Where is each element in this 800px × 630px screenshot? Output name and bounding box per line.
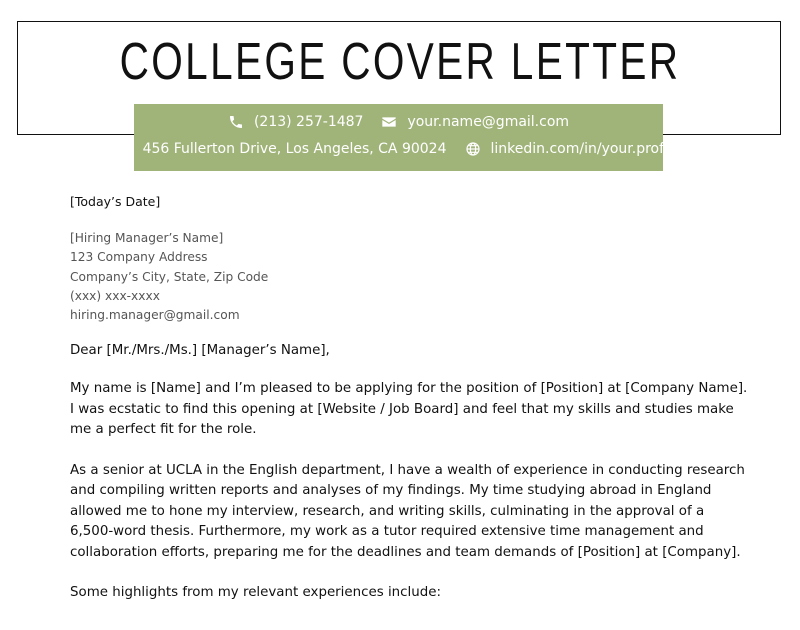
- website-text: linkedin.com/in/your.profile: [490, 141, 681, 157]
- phone-text: (213) 257-1487: [253, 114, 364, 130]
- address-item: [117, 141, 447, 157]
- envelope-icon: [381, 114, 397, 130]
- paragraph-intro: My name is [Name] and I’m pleased to be applying for the position of [Position] at [Company Name]. I was ecstatic to find this opening at [Website / Job Board] and feel that my skills and studies make me a perfect fit for the role.: [70, 381, 748, 438]
- paragraph-experience: As a senior at UCLA in the English department, I have a wealth of experience in conducting research and compiling written reports and analyses of my findings. My time studying abroad in England allowed me to hone my interview, research, and writing skills, culminating in the approval of a 6,500-word thesis. Furthermore, my work as a tutor required extensive time management and collaboration efforts, preparing me for the deadlines and team demands of [Position] at [Company].: [70, 462, 745, 560]
- contact-row-2: [134, 141, 681, 157]
- greeting: Dear [Mr./Mrs./Ms.] [Manager’s Name],: [70, 343, 330, 359]
- contact-row-1: [134, 114, 663, 130]
- recipient-phone: (xxx) xxx-xxxx: [70, 288, 160, 303]
- paragraph-highlights-intro: Some highlights from my relevant experiences include:: [70, 585, 441, 601]
- phone-icon: [228, 114, 244, 130]
- email-item: [381, 114, 569, 130]
- contact-band: [134, 104, 681, 171]
- phone-item: [228, 114, 364, 130]
- email-text: your.name@gmail.com: [407, 114, 570, 130]
- recipient-email: hiring.manager@gmail.com: [70, 308, 240, 323]
- date-line: [Today’s Date]: [70, 194, 161, 209]
- recipient-city: Company’s City, State, Zip Code: [70, 269, 269, 284]
- address-text: 456 Fullerton Drive, Los Angeles, CA 90024: [142, 141, 447, 157]
- recipient-block: [70, 229, 750, 325]
- map-pin-icon: [117, 141, 133, 157]
- recipient-address: 123 Company Address: [70, 250, 208, 265]
- globe-icon: [465, 141, 481, 157]
- letter-body: [70, 194, 750, 624]
- page-title: COLLEGE COVER LETTER: [119, 33, 681, 91]
- website-item: [465, 141, 681, 157]
- recipient-name: [Hiring Manager’s Name]: [70, 231, 224, 245]
